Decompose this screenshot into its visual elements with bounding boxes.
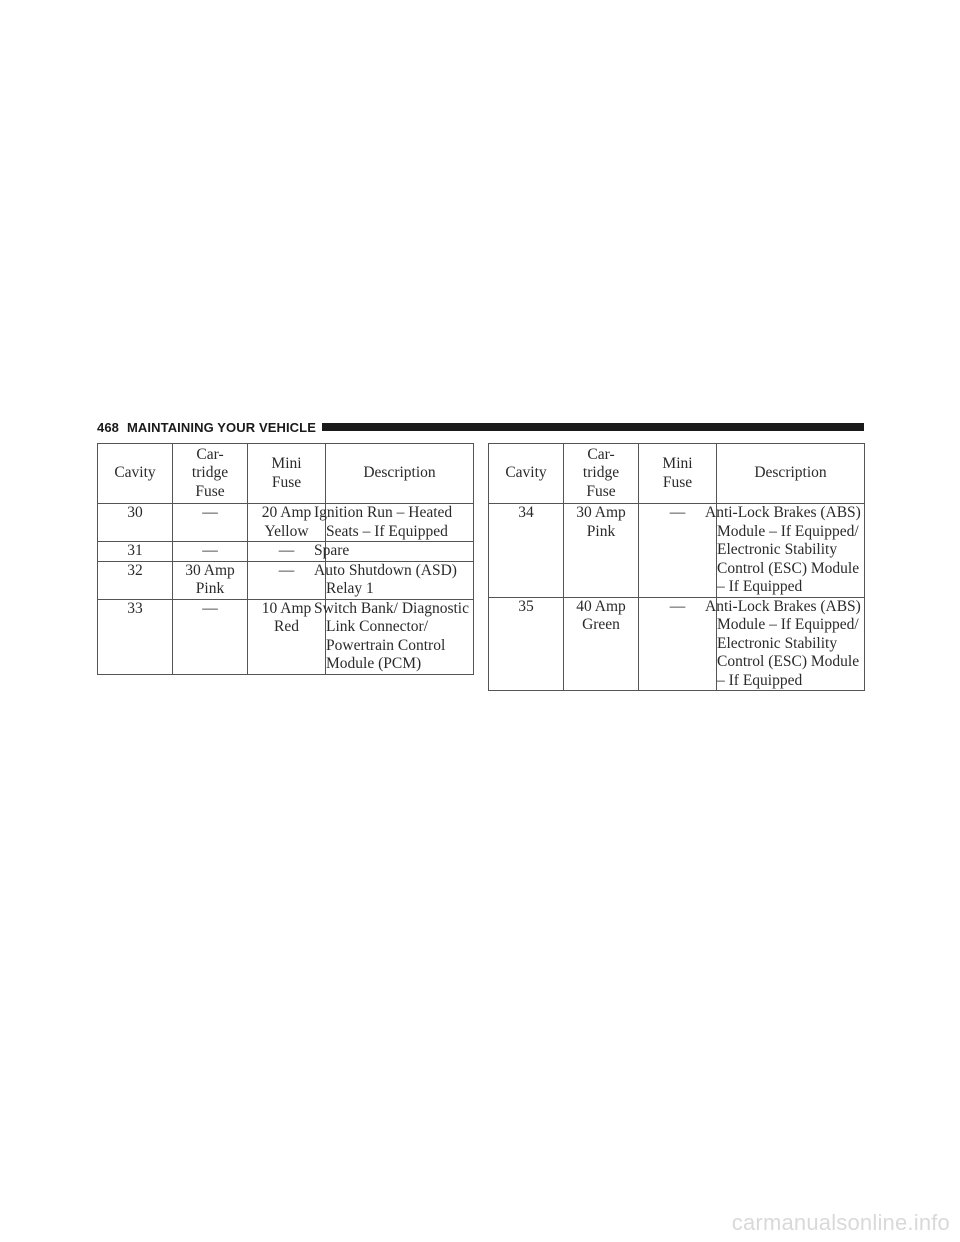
header-cavity: Cavity — [489, 444, 564, 504]
cavity-cell: 32 — [98, 561, 173, 599]
fuse-table-left — [97, 443, 474, 675]
cartridge-cell: — — [173, 599, 248, 674]
section-title: MAINTAINING YOUR VEHICLE — [127, 419, 316, 435]
header-mini-fuse: Mini Fuse — [248, 444, 326, 504]
cartridge-cell: — — [173, 542, 248, 562]
watermark: carmanualsonline.info — [731, 1210, 950, 1235]
cartridge-cell: — — [173, 504, 248, 542]
header-rule — [322, 423, 864, 431]
description-cell: Auto Shutdown (ASD) Relay 1 — [326, 561, 474, 599]
cartridge-cell: 30 Amp Pink — [173, 561, 248, 599]
description-cell: Anti-Lock Brakes (ABS) Module – If Equipped/ Electronic Stability Control (ESC) Module – If Equipped — [717, 597, 865, 691]
table-row — [98, 542, 474, 562]
cavity-cell: 35 — [489, 597, 564, 691]
table-row — [489, 597, 865, 691]
cavity-cell: 33 — [98, 599, 173, 674]
description-cell: Anti-Lock Brakes (ABS) Module – If Equipped/ Electronic Stability Control (ESC) Module – If Equipped — [717, 504, 865, 598]
cavity-cell: 31 — [98, 542, 173, 562]
description-cell: Ignition Run – Heated Seats – If Equipped — [326, 504, 474, 542]
header-cartridge-fuse: Car- tridge Fuse — [173, 444, 248, 504]
fuse-table-right — [488, 443, 865, 691]
cavity-cell: 34 — [489, 504, 564, 598]
mini-cell: 10 Amp Red — [248, 599, 326, 674]
mini-cell: — — [639, 504, 717, 598]
page-header — [97, 419, 864, 435]
mini-cell: — — [248, 561, 326, 599]
cartridge-cell: 40 Amp Green — [564, 597, 639, 691]
description-cell: Spare — [326, 542, 474, 562]
table-header — [489, 444, 865, 504]
mini-cell: — — [248, 542, 326, 562]
header-description: Description — [326, 444, 474, 504]
mini-cell: — — [639, 597, 717, 691]
table-row — [98, 599, 474, 674]
table-row — [489, 504, 865, 598]
header-cavity: Cavity — [98, 444, 173, 504]
header-mini-fuse: Mini Fuse — [639, 444, 717, 504]
header-cartridge-fuse: Car- tridge Fuse — [564, 444, 639, 504]
table-header — [98, 444, 474, 504]
table-row — [98, 504, 474, 542]
mini-cell: 20 Amp Yellow — [248, 504, 326, 542]
description-cell: Switch Bank/ Diagnostic Link Connector/ Powertrain Control Module (PCM) — [326, 599, 474, 674]
cavity-cell: 30 — [98, 504, 173, 542]
table-row — [98, 561, 474, 599]
header-description: Description — [717, 444, 865, 504]
page-number: 468 — [97, 419, 119, 435]
cartridge-cell: 30 Amp Pink — [564, 504, 639, 598]
